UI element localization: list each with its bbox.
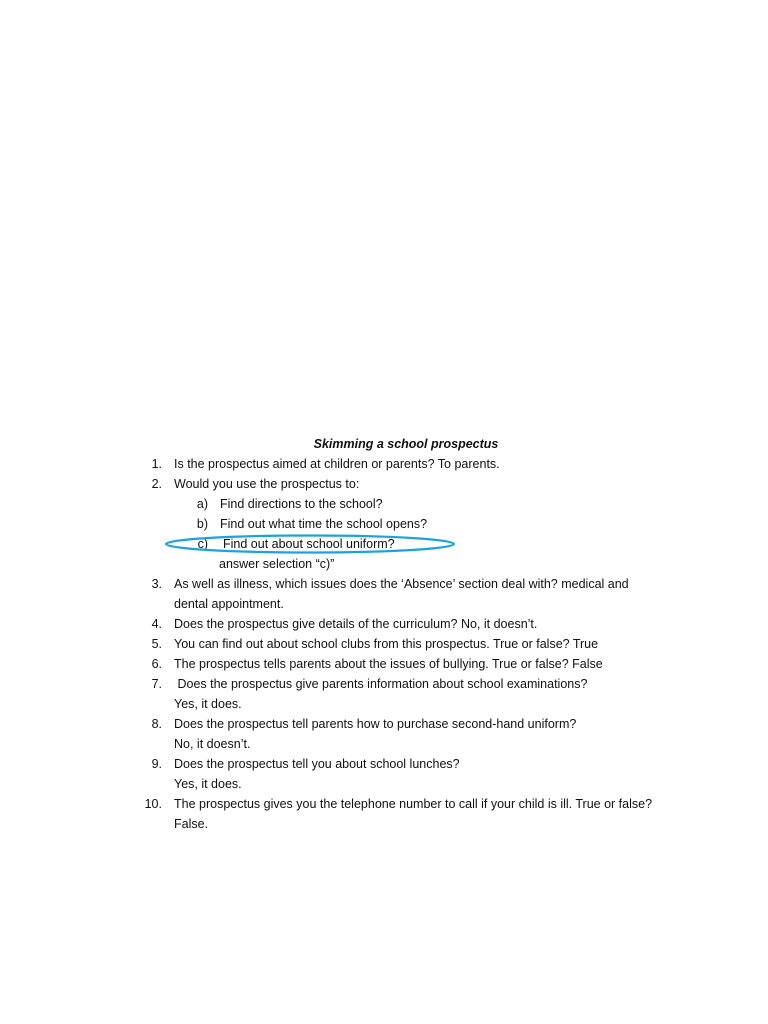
item-number: 6. [151,657,162,671]
item-text: Does the prospectus tell you about school lunches? [174,757,460,771]
sub-item-letter: c) [197,537,208,551]
document-title: Skimming a school prospectus [313,437,499,451]
sub-item-text: Find out about school uniform? [223,537,395,551]
answer-highlight-ellipse [166,536,454,553]
item-number: 1. [151,457,162,471]
item-text: Would you use the prospectus to: [174,477,360,491]
item-text: Is the prospectus aimed at children or parents? To parents. [174,457,500,471]
item-number: 5. [151,637,162,651]
item-text: The prospectus tells parents about the issues of bullying. True or false? False [174,657,603,671]
item-number: 3. [151,577,162,591]
item-number: 9. [151,757,162,771]
item-number: 7. [151,677,162,691]
list-item-3-continued: dental appointment. [174,597,284,611]
sub-item-text: Find directions to the school? [220,497,383,511]
sub-item-letter: a) [196,497,208,511]
item-number: 10. [144,797,162,811]
sub-item-letter: b) [196,517,208,531]
item-text: Does the prospectus tell parents how to purchase second-hand uniform? [174,717,577,731]
item-text: You can find out about school clubs from this prospectus. True or false? True [174,637,599,651]
item-number: 4. [151,617,162,631]
list-item-8-continued: No, it doesn’t. [174,737,251,751]
item-text: Does the prospectus give details of the curriculum? No, it doesn’t. [174,617,538,631]
list-item-9-continued: Yes, it does. [174,777,242,791]
answer-note: answer selection “c)” [219,557,335,571]
sub-item-text: Find out what time the school opens? [220,517,428,531]
list-item-7-continued: Yes, it does. [174,697,242,711]
item-text: Does the prospectus give parents information about school examinations? [174,677,588,691]
list-item-10-continued: False. [174,817,209,831]
item-number: 8. [151,717,162,731]
item-number: 2. [151,477,162,491]
item-text: The prospectus gives you the telephone number to call if your child is ill. True or false? [174,797,653,811]
item-text: As well as illness, which issues does the ‘Absence’ section deal with? medical and [174,577,629,591]
